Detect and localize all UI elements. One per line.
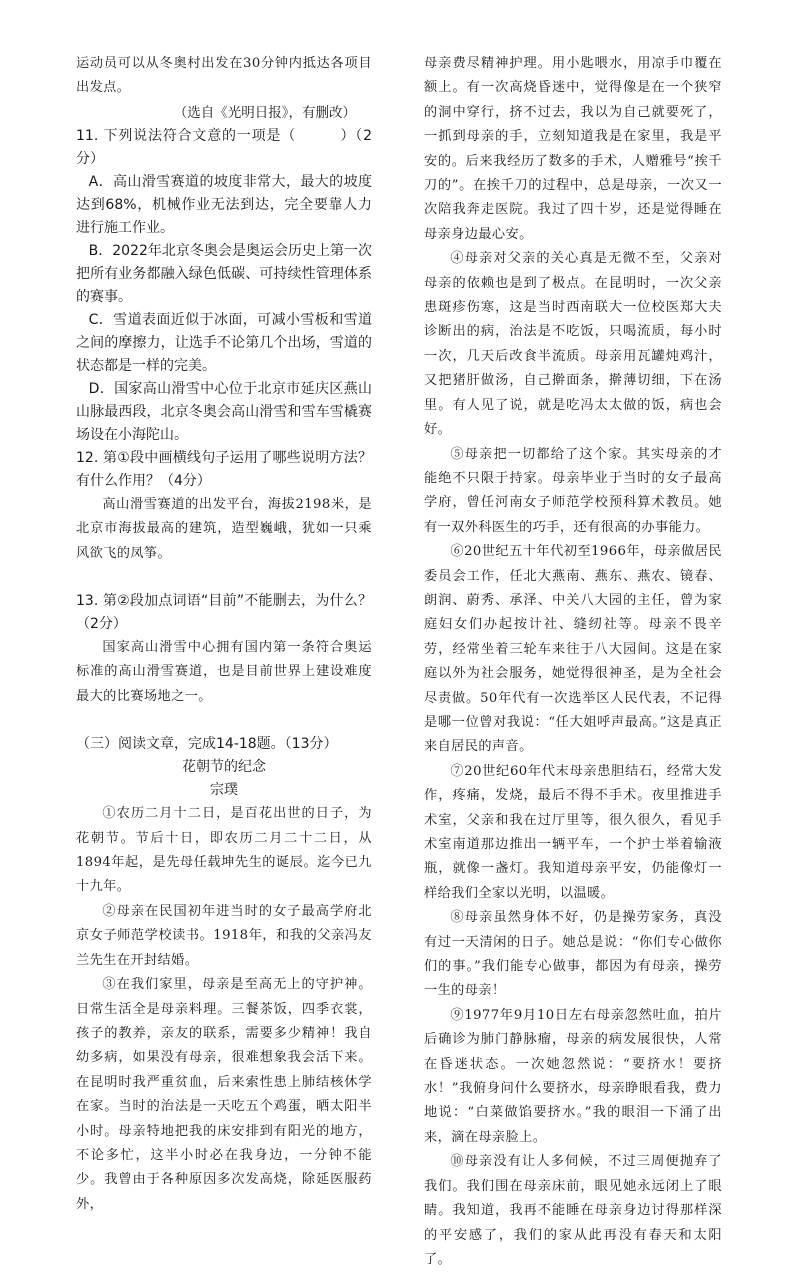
question-11-option-a: A．高山滑雪赛道的坡度非常大，最大的坡度达到68%，机械作业无法到达，完全要靠人力进行施工作业。	[76, 173, 372, 236]
paragraph-6: ⑥20世纪五十年代初至1966年，母亲做居民委员会工作，任北大燕南、燕东、燕农、镜春、朗润、蔚秀、承泽、中关八大园的主任，曾为家庭妇女们办起按计社、缝纫社等。母亲不畏辛劳，经常坐着三轮车来往于八大园间。这是在家庭以外为社会服务，她觉得很神圣，是为全社会尽责做。50年代有一次选举区人民代表，不记得是哪一位曾对我说：“任大姐呼声最高。”这是真正来自居民的声音。	[424, 544, 722, 755]
question-11-option-d: D．国家高山滑雪中心位于北京市延庆区燕山山脉最西段，北京冬奥会高山滑雪和雪车雪橇赛场设在小海陀山。	[76, 380, 372, 443]
paragraph-10: ⑩母亲没有让人多伺候，不过三周便抛弃了我们。我们围在母亲床前，眼见她永远闭上了眼睛。我知道，我再不能睡在母亲身边讨得那样深的平安感了，我们的家从此再没有春天和太阳了。	[424, 1154, 722, 1267]
left-column	[76, 52, 372, 1217]
article-title: 花朝节的纪念	[182, 759, 266, 776]
question-11-option-b: B．2022年北京冬奥会是奥运会历史上第一次把所有业务都融入绿色低碳、可持续性管理体系的赛事。	[76, 242, 372, 305]
paragraph-8: ⑧母亲虽然身体不好，仍是操劳家务，真没有过一天清闲的日子。她总是说：“你们专心做你们的事。”我们能专心做事，都因为有母亲，操劳一生的母亲！	[424, 910, 722, 999]
paragraph-9: ⑨1977年9月10日左右母亲忽然吐血，拍片后确诊为肺门静脉瘤，母亲的病发展很快，人常在昏迷状态。一次她忽然说：“要挤水！要挤水！”我俯身问什么要挤水，母亲睁眼看我，费力地说：“白菜做馅要挤水。”我的眼泪一下涌了出来，滴在母亲脸上。	[424, 1007, 722, 1145]
question-13-quote: 国家高山滑雪中心拥有国内第一条符合奥运标准的高山滑雪赛道，也是目前世界上建设难度最大的比赛场地之一。	[76, 640, 372, 704]
paragraph-4: ④母亲对父亲的关心真是无微不至，父亲对母亲的依赖也是到了极点。在昆明时，一次父亲患斑疹伤寒，这是当时西南联大一位校医郑大夫诊断出的病，治法是不吃饭，只喝流质，每小时一次，几天后改食半流质。母亲用瓦罐炖鸡汁，又把猪肝做汤，自己擀面条，擀薄切细，下在汤里。有人见了说，就是吃冯太太做的饭，病也会好。	[424, 251, 722, 438]
paragraph-3: ③在我们家里，母亲是至高无上的守护神。日常生活全是母亲料理。三餐茶饭，四季衣裳，孩子的教养，亲友的联系，需要多少精神！我自幼多病，如果没有母亲，很难想象我会活下来。在昆明时我严重贫血，后来索性患上肺结核休学在家。当时的治法是一天吃五个鸡蛋，晒太阳半小时。母亲特地把我的床安排到有阳光的地方，不论多忙，这半小时必在我身边，一分钟不能少。我曾由于各种原因多次发高烧，除延医服药外，	[76, 977, 372, 1212]
source-note: （选自《光明日报》，有删改）	[173, 104, 356, 121]
paragraph-3-continuation: 母亲费尽精神护理。用小匙喂水，用凉手巾覆在额上。有一次高烧昏迷中，觉得像是在一个狭窄的洞中穿行，挤不过去，我以为自己就要死了，一抓到母亲的手，立刻知道我是在家里，我是平安的。后来我经历了数多的手术，人赠雅号“挨千刀的”。在挨千刀的过程中，总是母亲，一次又一次陪我奔走医院。我过了四十岁，还是觉得睡在母亲身边最心安。	[424, 56, 722, 242]
question-12: 12. 第①段中画横线句子运用了哪些说明方法？有什么作用？（4分）	[76, 449, 372, 489]
article-author: 宗璞	[210, 782, 238, 799]
question-12-quote: 高山滑雪赛道的出发平台，海拔2198米，是北京市海拔最高的建筑，造型巍峨，犹如一只乘风欲飞的凤筝。	[76, 496, 372, 561]
paragraph-5: ⑤母亲把一切都给了这个家。其实母亲的才能绝不只限于持家。母亲毕业于当时的女子最高学府，曾任河南女子师范学校预科算术教员。她有一双外科医生的巧手，还有很高的办事能力。	[424, 446, 722, 535]
paragraph-2: ②母亲在民国初年进当时的女子最高学府北京女子师范学校读书。1918年，和我的父亲冯友兰先生在开封结婚。	[76, 903, 372, 968]
question-11: 11. 下列说法符合文意的一项是（ ）（2分）	[76, 127, 372, 167]
passage-continuation: 运动员可以从冬奥村出发在30分钟内抵达各项目出发点。	[76, 56, 372, 96]
paragraph-1: ①农历二月十二日，是百花出世的日子，为花朝节。节后十日，即农历二月二十二日，从1894年起，是先母任载坤先生的诞辰。迄今已九十九年。	[76, 806, 372, 895]
section-three-heading: （三）阅读文章，完成14-18题。（13分）	[76, 736, 338, 753]
paragraph-7: ⑦20世纪60年代末母亲患胆结石，经常大发作，疼痛，发烧，最后不得不手术。夜里推进手术室，父亲和我在过厅里等，很久很久，看见手术室南道那边推出一辆平车，一个护士举着输液瓶，就像一盏灯。我知道母亲平安，仍能像灯一样给我们全家以光明，以温暖。	[424, 763, 722, 901]
right-column	[424, 52, 722, 1272]
question-13: 13. 第②段加点词语“目前”不能删去，为什么？（2分）	[76, 593, 372, 633]
question-11-option-c: C．雪道表面近似于冰面，可减小雪板和雪道之间的摩擦力，让选手不论第几个出场，雪道的状态都是一样的完美。	[76, 311, 372, 374]
